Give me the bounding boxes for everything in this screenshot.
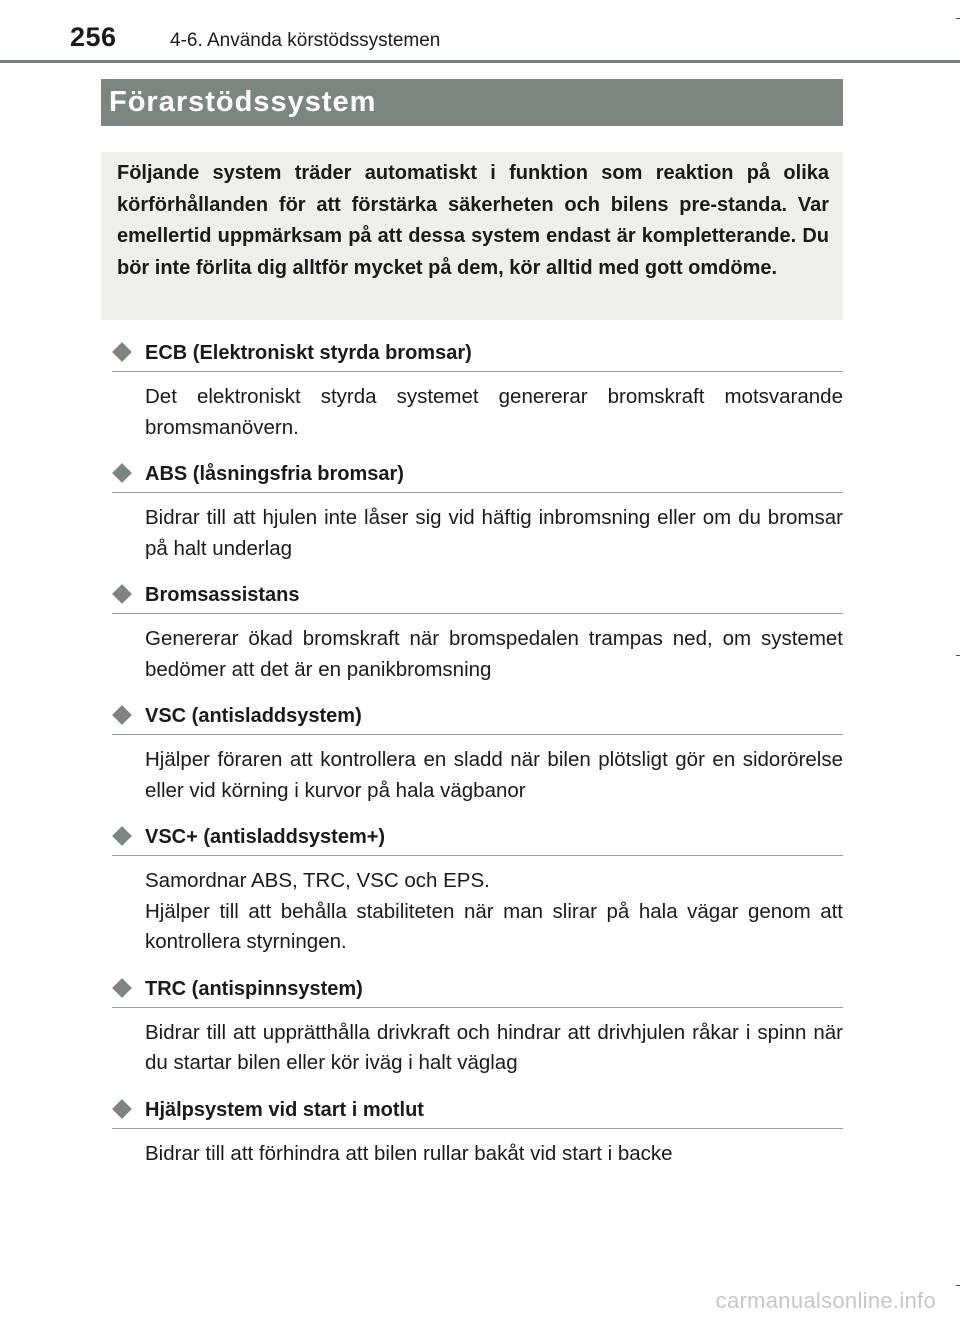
feature-description-line: Bidrar till att hjulen inte låser sig vid häftig inbromsning eller om du bromsar på halt underlag: [145, 506, 843, 560]
diamond-icon: [112, 342, 132, 362]
feature-description: [145, 1018, 843, 1079]
crop-mark: [956, 18, 960, 19]
feature-description: [145, 382, 843, 443]
diamond-icon: [112, 826, 132, 846]
feature-description: [145, 745, 843, 806]
feature-title: Hjälpsystem vid start i motlut: [145, 1098, 424, 1121]
feature-title: VSC (antisladdsystem): [145, 705, 362, 727]
feature-description-line: Bidrar till att förhindra att bilen rullar bakåt vid start i backe: [145, 1141, 673, 1165]
feature-item: [112, 578, 843, 685]
crop-mark: [956, 1285, 960, 1286]
feature-description: [145, 503, 843, 564]
feature-title: Bromsassistans: [145, 584, 300, 606]
feature-item: [112, 1093, 843, 1170]
feature-item: [112, 699, 843, 806]
diamond-icon: [112, 705, 132, 725]
diamond-icon: [112, 1099, 132, 1119]
chapter-title: 4-6. Använda körstödssystemen: [170, 30, 441, 51]
section-title: Förarstödssystem: [101, 79, 843, 126]
feature-heading: [112, 820, 843, 856]
feature-title: TRC (antispinnsystem): [145, 977, 363, 1000]
feature-heading: [112, 578, 843, 614]
diamond-icon: [112, 463, 132, 483]
feature-heading: [112, 336, 843, 372]
feature-heading: [112, 699, 843, 735]
feature-description-line: Samordnar ABS, TRC, VSC och EPS.: [145, 869, 490, 892]
feature-item: [112, 336, 843, 443]
feature-item: [112, 457, 843, 564]
page-number: 256: [70, 22, 117, 52]
feature-description-line: Genererar ökad bromskraft när bromspedalen trampas ned, om systemet bedömer att det är en panikbromsning: [145, 627, 843, 681]
diamond-icon: [112, 584, 132, 604]
feature-title: ABS (låsningsfria bromsar): [145, 463, 404, 485]
diamond-icon: [112, 978, 132, 998]
feature-description: [145, 866, 843, 958]
feature-description: [145, 1139, 843, 1170]
feature-heading: [112, 972, 843, 1008]
watermark: carmanualsonline.info: [715, 1288, 936, 1313]
feature-list: [112, 336, 843, 1183]
feature-title: VSC+ (antisladdsystem+): [145, 826, 386, 848]
feature-description-line: Hjälper till att behålla stabiliteten när man slirar på hala vägar genom att kontrollera styrningen.: [145, 899, 843, 953]
feature-description: [145, 624, 843, 685]
header-rule: [0, 60, 960, 63]
feature-item: [112, 972, 843, 1079]
feature-description-line: Hjälper föraren att kontrollera en sladd när bilen plötsligt gör en sidorörelse eller vid körning i kurvor på hala vägbanor: [145, 748, 843, 802]
feature-description-line: Det elektroniskt styrda systemet genererar bromskraft motsvarande bromsmanövern.: [145, 385, 843, 439]
feature-title: ECB (Elektroniskt styrda bromsar): [145, 342, 472, 364]
feature-item: [112, 820, 843, 958]
feature-heading: [112, 457, 843, 493]
feature-description-line: Bidrar till att upprätthålla drivkraft och hindrar att drivhjulen råkar i spinn när du startar bilen eller kör iväg i halt väglag: [145, 1020, 843, 1074]
intro-box: Följande system träder automatiskt i funktion som reaktion på olika körförhållanden för att förstärka säkerheten och bilens pre-standa. Var emellertid uppmärksam på att dessa system endast är kompletterande. Du bör inte förlita dig alltför mycket på dem, kör alltid med gott omdöme.: [101, 152, 843, 320]
feature-heading: [112, 1093, 843, 1129]
crop-mark: [956, 655, 960, 656]
